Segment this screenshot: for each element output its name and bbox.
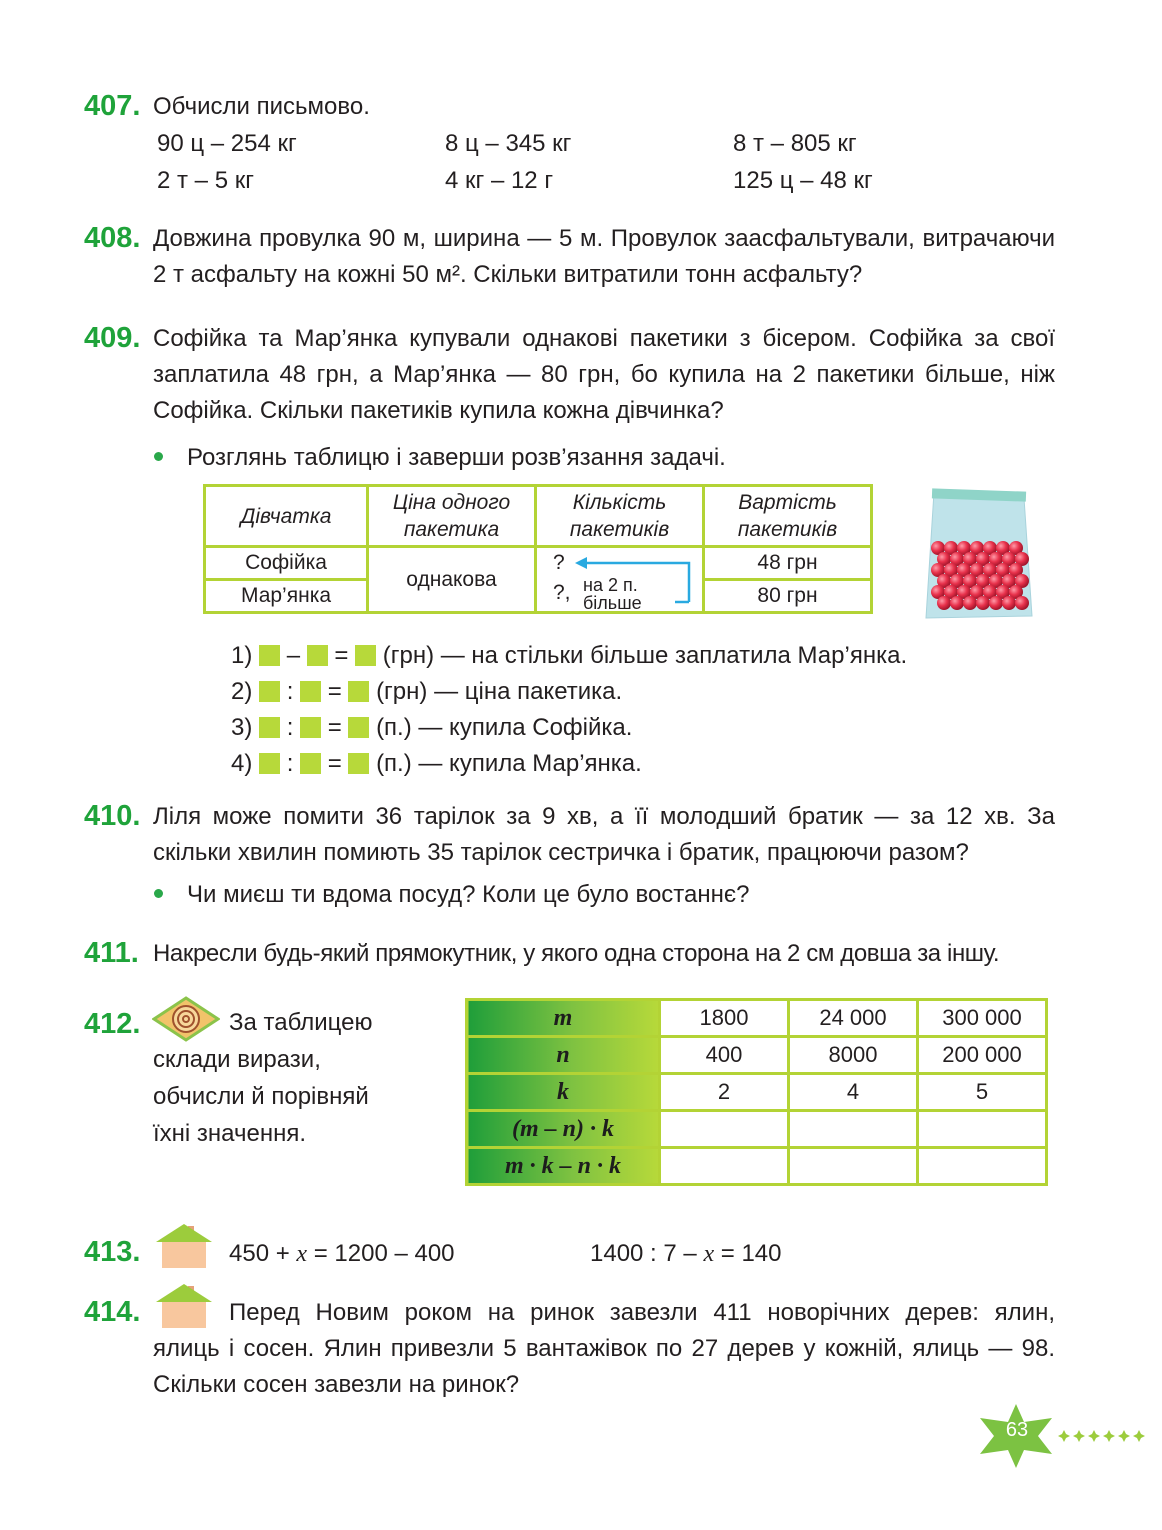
table-cell: 8000 xyxy=(789,1037,918,1074)
table-row xyxy=(467,1148,1047,1185)
answer-blank[interactable] xyxy=(300,717,321,738)
answer-cell[interactable] xyxy=(660,1111,789,1148)
row-label-n: n xyxy=(467,1037,660,1074)
answer-blank[interactable] xyxy=(300,681,321,702)
exercise-411-text: Накресли будь-який прямокутник, у якого одна сторона на 2 см довша за іншу. xyxy=(153,940,1000,967)
arrow-note-line2: більше xyxy=(583,593,642,613)
steps-409 xyxy=(231,638,907,782)
star-icon xyxy=(1088,1430,1100,1442)
answer-cell[interactable] xyxy=(918,1111,1047,1148)
step-409-1: 1) – = (грн) — на стільки більше заплатила Мар’янка. xyxy=(231,642,908,669)
bead-icon xyxy=(963,596,977,610)
arrow-note-line1: на 2 п. xyxy=(583,575,638,595)
exercise-408-text: Довжина провулка 90 м, ширина — 5 м. Провулок заасфальтували, витрачаючи 2 т асфальту на кожні 50 м². Скільки витратили тонн асфальту? xyxy=(153,225,1055,288)
exercise-number-409: 409. xyxy=(84,322,141,354)
answer-cell[interactable] xyxy=(918,1148,1047,1185)
exercise-number-412: 412. xyxy=(84,1008,141,1040)
exercise-number-414: 414. xyxy=(84,1296,141,1328)
answer-blank[interactable] xyxy=(348,753,369,774)
table-row xyxy=(467,1037,1047,1074)
qty-maryanka: ?, xyxy=(553,581,571,604)
expr-407-3: 8 т – 805 кг xyxy=(733,130,857,157)
table-cell-price: однакова xyxy=(368,547,536,613)
table-header-girls: Дівчатка xyxy=(205,486,368,547)
exercise-407-title: Обчисли письмово. xyxy=(153,93,370,120)
table-cell: 400 xyxy=(660,1037,789,1074)
exercise-number-407: 407. xyxy=(84,90,141,122)
table-cell: 1800 xyxy=(660,1000,789,1037)
exercise-409-bullet: Розглянь таблицю і заверши розв’язання задачі. xyxy=(187,444,726,471)
step-409-4: 4) : = (п.) — купила Мар’янка. xyxy=(231,750,642,777)
equation-413-2: 1400 : 7 – x = 140 xyxy=(590,1240,782,1267)
table-cell-cost: 48 грн xyxy=(704,547,872,580)
star-icon xyxy=(1058,1430,1070,1442)
table-header-price: Ціна одного пакетика xyxy=(368,486,536,547)
expr-407-1: 90 ц – 254 кг xyxy=(157,130,297,157)
bead-icon xyxy=(989,596,1003,610)
star-icon xyxy=(1133,1430,1145,1442)
row-label-m: m xyxy=(467,1000,660,1037)
table-cell: 2 xyxy=(660,1074,789,1111)
table-row xyxy=(467,1000,1047,1037)
answer-cell[interactable] xyxy=(789,1111,918,1148)
table-row xyxy=(467,1111,1047,1148)
bead-icon xyxy=(1015,596,1029,610)
table-header-qty: Кількість пакетиків xyxy=(536,486,704,547)
answer-blank[interactable] xyxy=(348,681,369,702)
exercise-number-410: 410. xyxy=(84,800,141,832)
answer-blank[interactable] xyxy=(355,645,376,666)
star-icon xyxy=(1073,1430,1085,1442)
table-header-cost: Вартість пакетиків xyxy=(704,486,872,547)
exercise-414-text: ялиць і сосен. Ялин привезли 5 вантажівок по 27 дерев у кожній, ялиць — 98. Скільки сосен завезли на ринок? xyxy=(153,1335,1055,1398)
bead-icon xyxy=(937,596,951,610)
answer-blank[interactable] xyxy=(259,645,280,666)
table-cell: 24 000 xyxy=(789,1000,918,1037)
answer-blank[interactable] xyxy=(259,753,280,774)
table-cell: 4 xyxy=(789,1074,918,1111)
table-cell: 300 000 xyxy=(918,1000,1047,1037)
answer-blank[interactable] xyxy=(259,681,280,702)
maze-icon xyxy=(152,996,220,1042)
exercise-414-line1: Перед Новим роком на ринок завезли 411 новорічних дерев: ялин, xyxy=(229,1299,1055,1326)
expr-407-5: 4 кг – 12 г xyxy=(445,167,554,194)
expr-407-6: 125 ц – 48 кг xyxy=(733,167,873,194)
bullet-icon xyxy=(154,452,163,461)
table-cell: 200 000 xyxy=(918,1037,1047,1074)
answer-cell[interactable] xyxy=(789,1148,918,1185)
answer-blank[interactable] xyxy=(300,753,321,774)
bead-icon xyxy=(1002,596,1016,610)
qty-sofiyka: ? xyxy=(553,551,565,574)
exercise-410-text: Ліля може помити 36 тарілок за 9 хв, а її молодший братик — за 12 хв. За скільки хвилин помиють 35 тарілок сестричка і братик, працюючи разом? xyxy=(153,803,1055,866)
row-label-expr1: (m – n) · k xyxy=(467,1111,660,1148)
bullet-icon xyxy=(154,889,163,898)
bead-icon xyxy=(950,596,964,610)
exercise-412-line3: обчисли й порівняй xyxy=(153,1083,369,1110)
answer-cell[interactable] xyxy=(660,1148,789,1185)
bead-icon xyxy=(976,596,990,610)
exercise-number-413: 413. xyxy=(84,1236,141,1268)
table-cell-name: Софійка xyxy=(205,547,368,580)
bead-bag-image xyxy=(920,486,1036,622)
exercise-number-411: 411. xyxy=(84,937,139,969)
star-icon xyxy=(1118,1430,1130,1442)
arrow-icon xyxy=(573,554,697,610)
table-cell-cost: 80 грн xyxy=(704,580,872,613)
exercise-410-bullet: Чи миєш ти вдома посуд? Коли це було востаннє? xyxy=(187,881,750,908)
table-412 xyxy=(465,998,1048,1186)
exercise-412-line1: За таблицею xyxy=(229,1009,373,1036)
answer-blank[interactable] xyxy=(259,717,280,738)
home-task-icon xyxy=(154,1222,214,1270)
exercise-409-text: Софійка та Мар’янка купували однакові пакетики з бісером. Софійка за свої заплатила 48 грн, а Мар’янка — 80 грн, бо купила на 2 пакетики більше, ніж Софійка. Скільки пакетиків купила кожна дівчинка? xyxy=(153,325,1055,424)
expr-407-2: 8 ц – 345 кг xyxy=(445,130,572,157)
variable-x: x xyxy=(296,1241,308,1267)
exercise-412-line2: склади вирази, xyxy=(153,1046,321,1073)
row-label-expr2: m · k – n · k xyxy=(467,1148,660,1185)
table-cell-qty xyxy=(536,547,704,613)
answer-blank[interactable] xyxy=(348,717,369,738)
variable-x: x xyxy=(703,1241,715,1267)
exercise-number-408: 408. xyxy=(84,222,141,254)
row-label-k: k xyxy=(467,1074,660,1111)
equation-413-1: 450 + x = 1200 – 400 xyxy=(229,1240,455,1267)
answer-blank[interactable] xyxy=(307,645,328,666)
table-cell-name: Мар’янка xyxy=(205,580,368,613)
exercise-412-line4: їхні значення. xyxy=(153,1120,307,1147)
star-icon xyxy=(1103,1430,1115,1442)
table-cell: 5 xyxy=(918,1074,1047,1111)
table-row xyxy=(467,1074,1047,1111)
page-number: 63 xyxy=(1005,1419,1029,1441)
home-task-icon xyxy=(154,1282,214,1330)
step-409-3: 3) : = (п.) — купила Софійка. xyxy=(231,714,633,741)
expr-407-4: 2 т – 5 кг xyxy=(157,167,254,194)
table-409 xyxy=(203,484,873,614)
step-409-2: 2) : = (грн) — ціна пакетика. xyxy=(231,678,623,705)
